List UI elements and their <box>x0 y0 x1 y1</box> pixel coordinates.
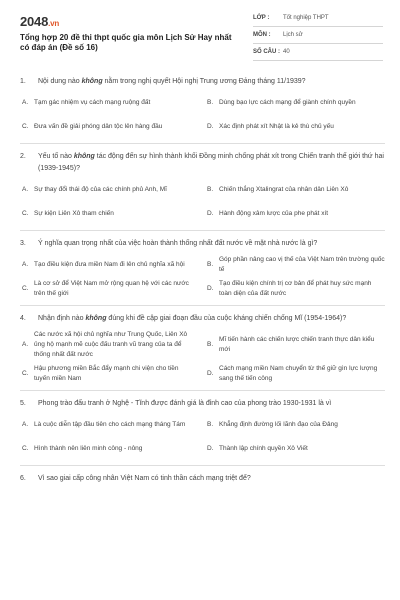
divider <box>20 143 385 144</box>
question-number: 2. <box>20 153 26 160</box>
option-text: Thành lập chính quyền Xô Viết <box>219 445 308 452</box>
answer-option-d[interactable] <box>205 204 385 224</box>
answer-option-d[interactable] <box>205 439 385 459</box>
question-number: 5. <box>20 400 26 407</box>
option-letter: D. <box>207 445 214 452</box>
answer-option-d[interactable] <box>205 279 385 299</box>
divider <box>20 230 385 231</box>
meta-value: Tốt nghiệp THPT <box>283 15 329 21</box>
document-title: Tổng hợp 20 đề thi thpt quốc gia môn Lịch Sử Hay nhất có đáp án (Đề số 16) <box>20 33 232 52</box>
meta-row-class <box>253 13 383 27</box>
question-number: 4. <box>20 315 26 322</box>
question-text <box>20 473 385 485</box>
option-text: Là cơ sở để Việt Nam mở rộng quan hệ với các nước trên thế giới <box>34 280 189 297</box>
question-stem-pre: Vì sao giai cấp công nhân Việt Nam có tinh thần cách mạng triệt để? <box>38 475 251 482</box>
answer-option-a[interactable] <box>20 415 195 435</box>
option-letter: B. <box>207 261 214 268</box>
option-letter: D. <box>207 285 214 292</box>
question-stem-post: đúng khi đề cập giai đoạn đầu của cuộc kháng chiến chống Mĩ (1954-1964)? <box>106 315 347 322</box>
header <box>0 0 400 68</box>
question-stem-post: tác động đến sự hình thành khối Đồng minh chống phát xít trong Chiến tranh thế giới thứ hai (1939-1945)? <box>38 153 384 172</box>
answer-option-a[interactable] <box>20 93 195 113</box>
question-1 <box>20 76 385 137</box>
answer-option-c[interactable] <box>20 204 195 224</box>
option-letter: B. <box>207 341 214 348</box>
option-text: Dùng bạo lực cách mạng để giành chính quyền <box>219 99 356 106</box>
option-letter: D. <box>207 123 214 130</box>
option-text: Cách mạng miền Nam chuyển từ thế giữ gìn lực lượng sang thế tiến công <box>219 365 378 382</box>
meta-value: 40 <box>283 49 290 55</box>
question-number: 1. <box>20 78 26 85</box>
question-number: 6. <box>20 475 26 482</box>
answer-option-b[interactable] <box>205 255 385 275</box>
option-text: Tạm gác nhiệm vụ cách mạng ruộng đất <box>34 99 151 106</box>
question-stem-post: nằm trong nghị quyết Hội nghị Trung ương Đảng tháng 11/1939? <box>102 78 306 85</box>
option-letter: D. <box>207 210 214 217</box>
answer-option-c[interactable] <box>20 364 195 384</box>
answer-options <box>20 255 385 299</box>
answer-option-d[interactable] <box>205 117 385 137</box>
logo-suffix: .vn <box>48 19 60 28</box>
question-stem-emphasis: không <box>85 315 107 322</box>
option-text: Sự thay đổi thái độ của các chính phủ Anh, Mĩ <box>34 186 167 193</box>
meta-label: LỚP : <box>253 15 270 21</box>
option-letter: A. <box>22 261 29 268</box>
answer-options <box>20 415 385 459</box>
divider <box>20 305 385 306</box>
divider <box>20 465 385 466</box>
question-3 <box>20 238 385 299</box>
question-text <box>20 151 385 175</box>
question-text <box>20 398 385 410</box>
question-text <box>20 238 385 250</box>
option-letter: B. <box>207 186 214 193</box>
site-logo[interactable] <box>20 14 59 29</box>
divider <box>20 390 385 391</box>
meta-label: SỐ CÂU : <box>253 49 280 55</box>
option-letter: B. <box>207 421 214 428</box>
option-text: Mĩ tiến hành các chiến lược chiến tranh thực dân kiểu mới <box>219 336 375 353</box>
option-letter: D. <box>207 370 214 377</box>
question-5 <box>20 398 385 459</box>
question-stem-emphasis: không <box>81 78 103 85</box>
meta-panel <box>253 13 383 64</box>
meta-label: MÔN : <box>253 32 271 38</box>
option-text: Chiến thắng Xtalingrat của nhân dân Liên Xô <box>219 186 349 193</box>
question-text <box>20 76 385 88</box>
question-stem-pre: Phong trào đấu tranh ở Nghệ - Tĩnh được đánh giá là đỉnh cao của phong trào 1930-1931 là vì <box>38 400 332 407</box>
meta-row-count <box>253 47 383 61</box>
answer-option-a[interactable] <box>20 255 195 275</box>
question-number: 3. <box>20 240 26 247</box>
option-text: Đưa vấn đề giải phóng dân tộc lên hàng đầu <box>34 123 163 130</box>
question-2 <box>20 151 385 224</box>
option-letter: C. <box>22 285 29 292</box>
option-letter: A. <box>22 186 29 193</box>
answer-option-a[interactable] <box>20 180 195 200</box>
option-text: Tạo điều kiện chính trị cơ bản để phát huy sức mạnh toàn diện của đất nước <box>219 280 372 297</box>
answer-option-b[interactable] <box>205 415 385 435</box>
question-4 <box>20 313 385 384</box>
answer-option-b[interactable] <box>205 180 385 200</box>
option-text: Là cuộc diễn tập đầu tiên cho cách mạng tháng Tám <box>34 421 186 428</box>
answer-option-b[interactable] <box>205 93 385 113</box>
option-text: Xác định phát xít Nhật là kẻ thù chủ yếu <box>219 123 334 130</box>
option-letter: A. <box>22 341 29 348</box>
question-text <box>20 313 385 325</box>
answer-options <box>20 180 385 224</box>
meta-value: Lịch sử <box>283 32 303 38</box>
question-stem-pre: Ý nghĩa quan trọng nhất của việc hoàn thành thống nhất đất nước về mặt nhà nước là gì? <box>38 240 318 247</box>
answer-option-b[interactable] <box>205 330 385 360</box>
question-stem-pre: Nội dung nào <box>38 78 82 85</box>
option-text: Các nước xã hội chủ nghĩa như Trung Quốc, Liên Xô ủng hộ mạnh mẽ cuộc đấu tranh vũ trang của ta để thống nhất đất nước <box>34 331 188 358</box>
answer-option-c[interactable] <box>20 279 195 299</box>
option-text: Khẳng định đường lối lãnh đạo của Đảng <box>219 421 338 428</box>
option-text: Góp phần nâng cao vị thế của Việt Nam trên trường quốc tế <box>219 256 385 273</box>
option-text: Hậu phương miền Bắc đẩy mạnh chi viện cho tiền tuyến miền Nam <box>34 365 179 382</box>
option-text: Hình thành nên liên minh công - nông <box>34 445 143 452</box>
logo-text: 2048 <box>20 14 49 29</box>
option-letter: C. <box>22 210 29 217</box>
option-letter: C. <box>22 123 29 130</box>
option-letter: C. <box>22 445 29 452</box>
answer-option-c[interactable] <box>20 439 195 459</box>
question-6 <box>20 473 385 485</box>
option-text: Hành động xâm lược của phe phát xít <box>219 210 329 217</box>
option-letter: B. <box>207 99 214 106</box>
question-stem-emphasis: không <box>73 153 95 160</box>
option-letter: A. <box>22 421 29 428</box>
answer-option-d[interactable] <box>205 364 385 384</box>
question-stem-pre: Yếu tố nào <box>38 153 74 160</box>
answer-options <box>20 93 385 137</box>
answer-option-c[interactable] <box>20 117 195 137</box>
option-letter: C. <box>22 370 29 377</box>
option-text: Sự kiện Liên Xô tham chiến <box>34 210 114 217</box>
meta-row-subject <box>253 30 383 44</box>
question-list <box>20 76 385 490</box>
answer-options <box>20 330 385 384</box>
question-stem-pre: Nhận định nào <box>38 315 86 322</box>
option-letter: A. <box>22 99 29 106</box>
option-text: Tạo điều kiện đưa miền Nam đi lên chủ nghĩa xã hội <box>34 261 185 268</box>
answer-option-a[interactable] <box>20 330 195 360</box>
